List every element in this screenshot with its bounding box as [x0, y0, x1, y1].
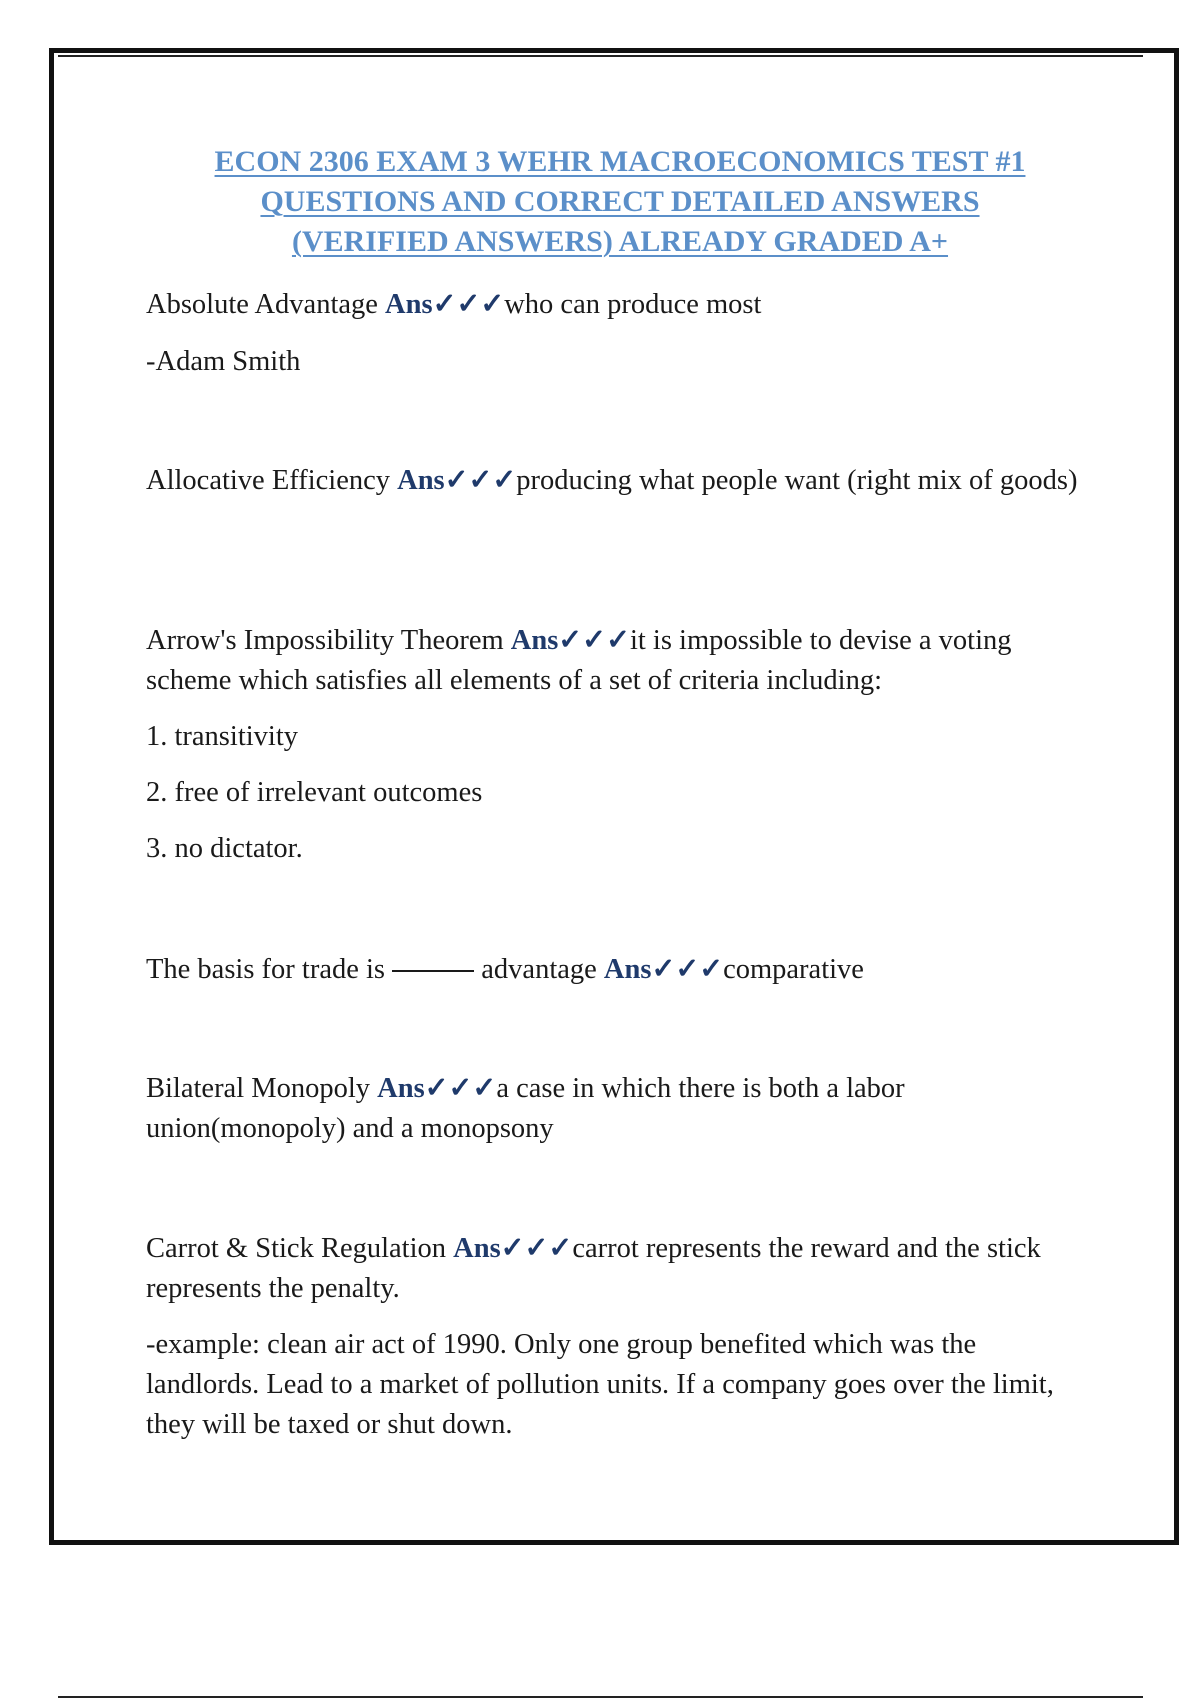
ans-marker: Ans✓✓✓ [385, 289, 505, 320]
ans-marker: Ans✓✓✓ [603, 954, 724, 985]
ans-marker: Ans✓✓✓ [397, 465, 517, 496]
title-line-3: (VERIFIED ANSWERS) ALREADY GRADED A+ [291, 225, 949, 258]
ans-marker: Ans✓✓✓ [453, 1233, 573, 1264]
document-title [140, 142, 1100, 262]
answer: a case in which there is both a labor union(monopoly) and a monopsony [146, 1073, 905, 1144]
list-item: 3. no dictator. [146, 833, 303, 864]
term: The basis for trade is [146, 954, 393, 985]
entry-extra: -Adam Smith [146, 346, 301, 377]
footer-rule [58, 1696, 1143, 1698]
fill-in-blank [392, 970, 474, 972]
entry-bilateral-monopoly [146, 1069, 1096, 1149]
entry-line [146, 1069, 1096, 1149]
list-item: 1. transitivity [146, 721, 298, 752]
term: Allocative Efficiency [146, 465, 398, 496]
answer: who can produce most [504, 289, 762, 320]
answer: producing what people want (right mix of goods) [516, 465, 1078, 496]
answer: comparative [723, 954, 864, 985]
title-line-2: QUESTIONS AND CORRECT DETAILED ANSWERS [260, 185, 980, 218]
term: Arrow's Impossibility Theorem [146, 625, 511, 656]
entry-line [146, 461, 1096, 501]
ans-marker: Ans✓✓✓ [510, 625, 630, 656]
ans-marker: Ans✓✓✓ [377, 1073, 497, 1104]
entry-absolute-advantage [146, 285, 1096, 382]
entry-line [146, 950, 1096, 990]
entry-allocative-efficiency [146, 461, 1096, 501]
header-rule [58, 55, 1143, 57]
answer: it is impossible to devise a voting scheme which satisfies all elements of a set of criteria including: [146, 625, 1012, 696]
answer: carrot represents the reward and the stick represents the penalty. [146, 1233, 1041, 1304]
term: Carrot & Stick Regulation [146, 1233, 454, 1264]
list-item: 2. free of irrelevant outcomes [146, 777, 483, 808]
entry-arrows-theorem [146, 621, 1096, 869]
term: Bilateral Monopoly [146, 1073, 378, 1104]
entry-basis-for-trade [146, 950, 1096, 990]
entry-extra: -example: clean air act of 1990. Only one group benefited which was the landlords. Lead to a market of pollution units. If a company goes over the limit, they will be taxed or shut down. [146, 1329, 1054, 1440]
entry-line [146, 621, 1096, 701]
entry-line [146, 285, 1096, 325]
term-continued: advantage [474, 954, 604, 985]
term: Absolute Advantage [146, 289, 386, 320]
entry-line [146, 1229, 1096, 1309]
title-line-1: ECON 2306 EXAM 3 WEHR MACROECONOMICS TEST #1 [214, 145, 1026, 178]
entry-carrot-stick [146, 1229, 1096, 1445]
